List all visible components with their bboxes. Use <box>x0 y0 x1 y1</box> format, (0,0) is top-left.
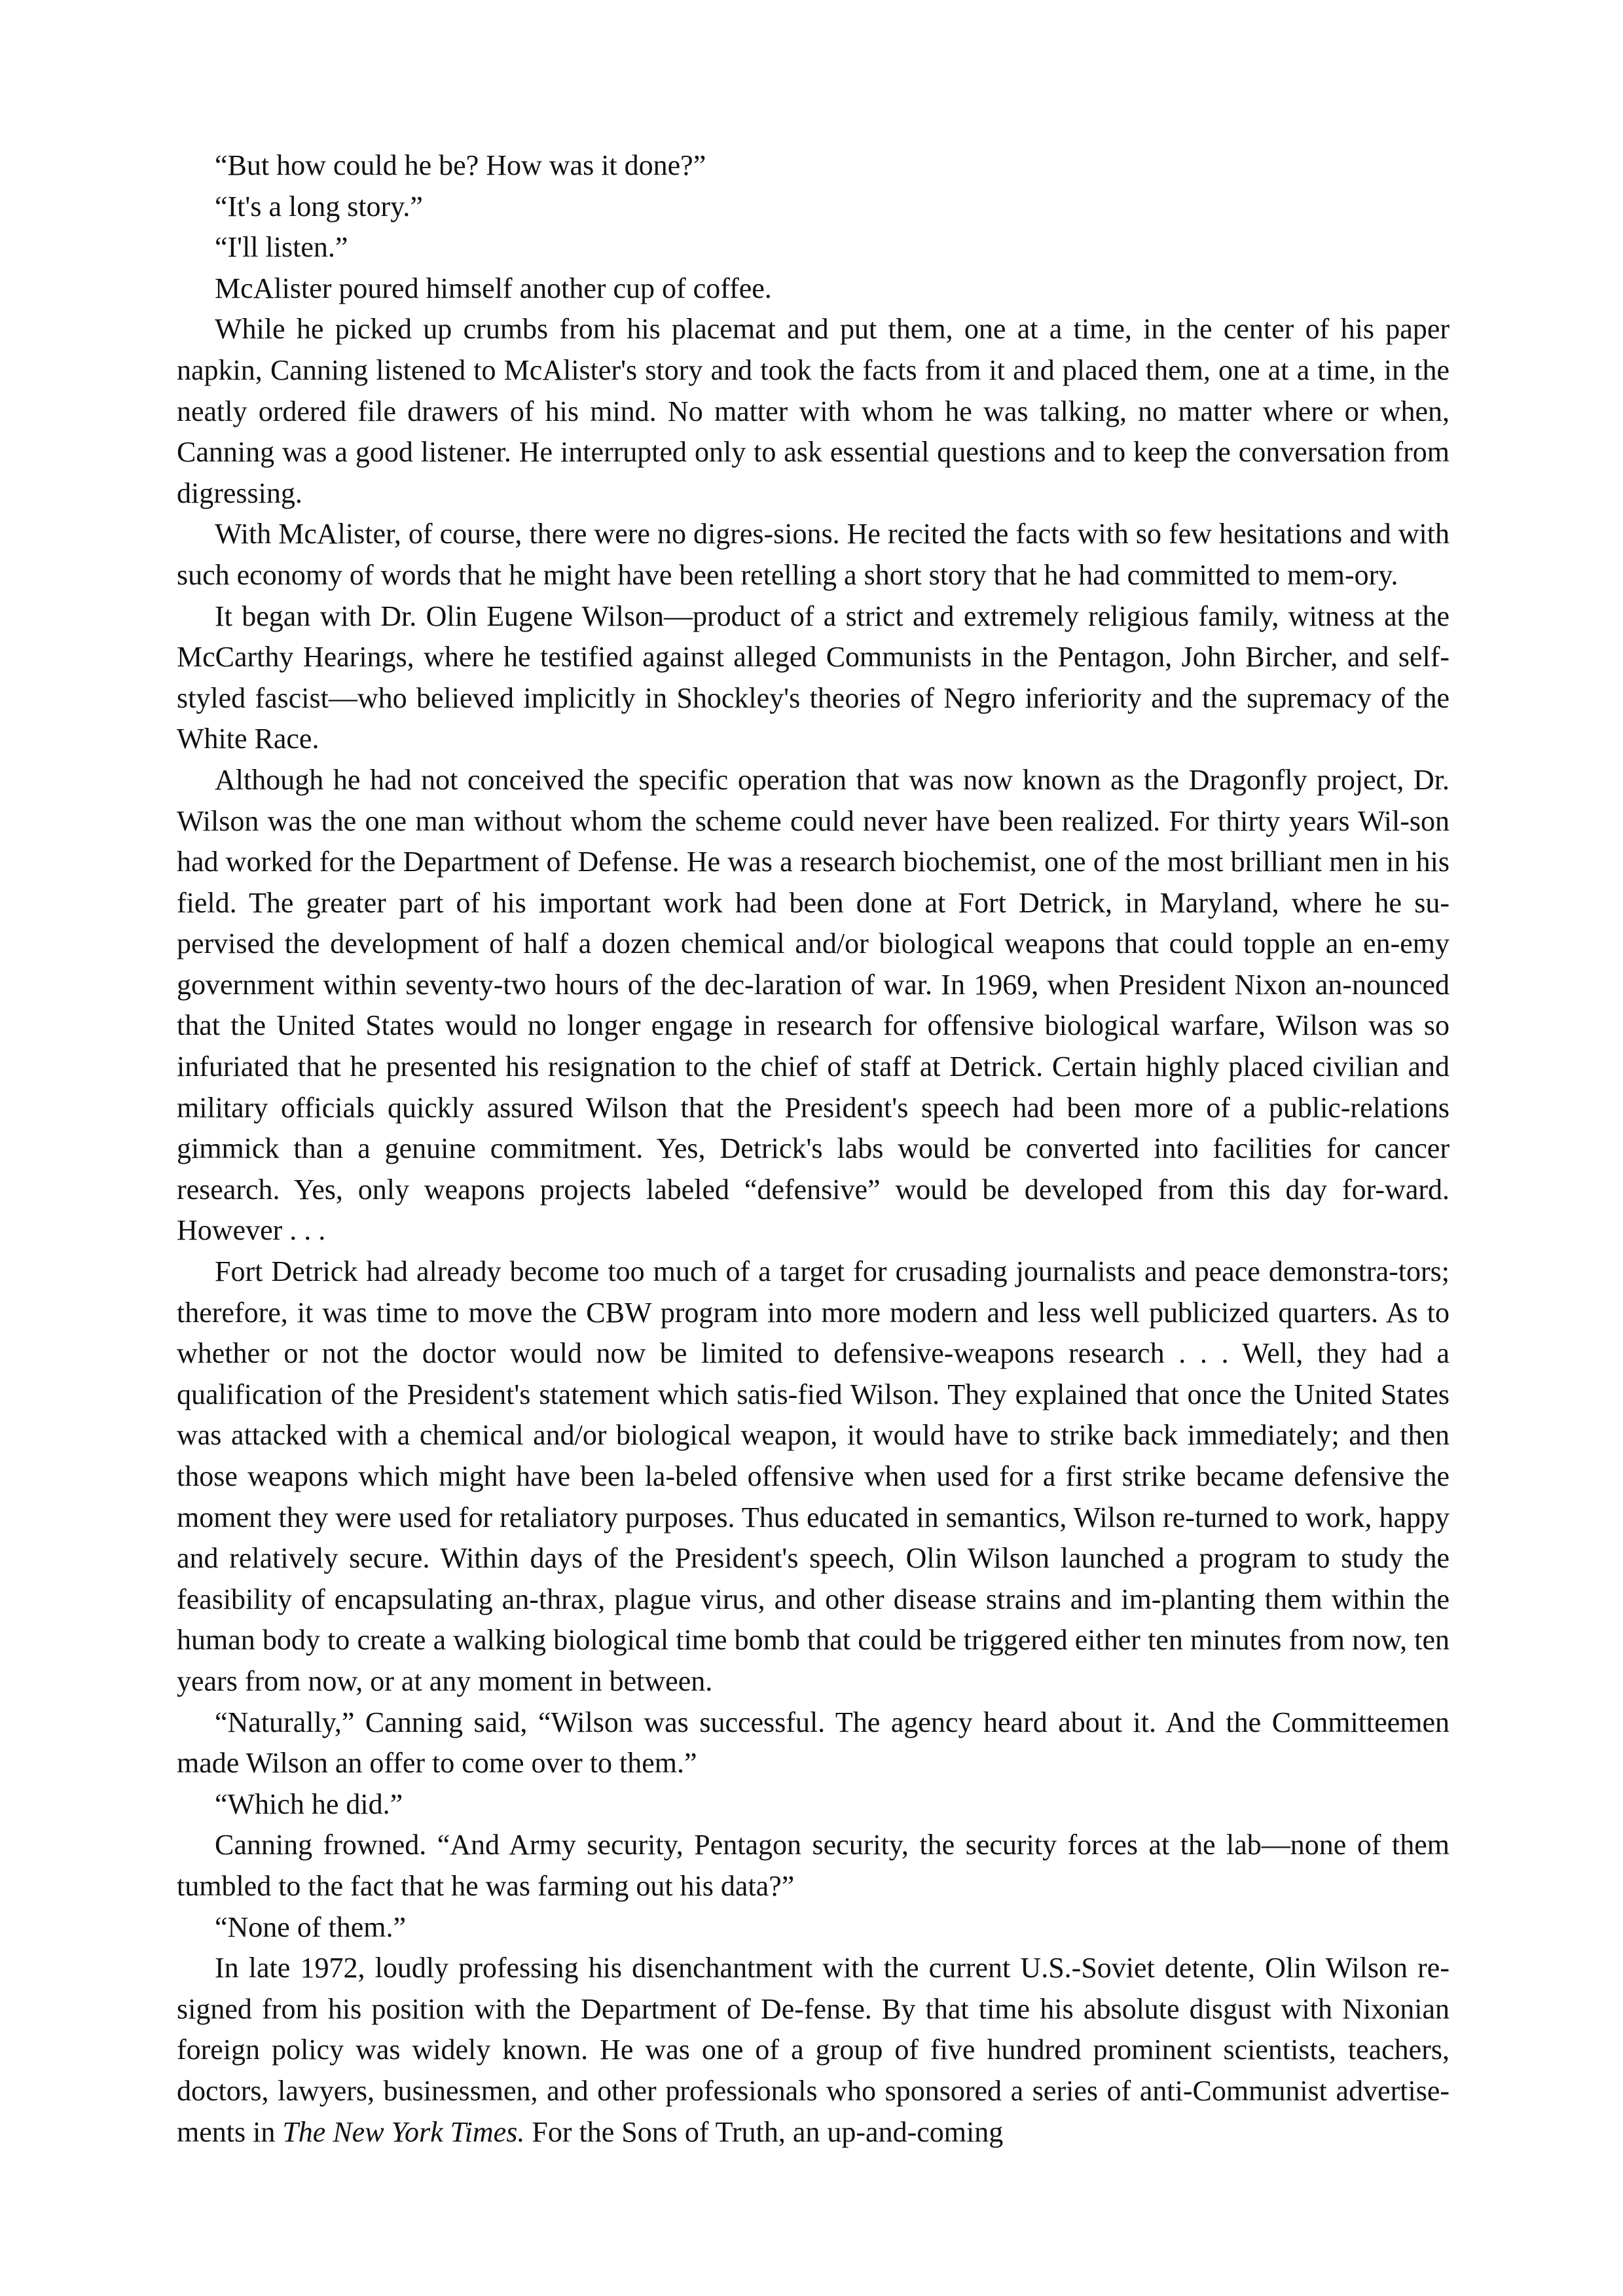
paragraph-3: “I'll listen.” <box>215 231 348 264</box>
body-text <box>177 145 1450 2153</box>
paragraph-14-text-before: In late 1972, loudly professing his disenchantment with the current U.S.-Soviet detente, Olin Wilson re-signed from his position with the Department of De-fense. By that time his absolute disgust with Nixonian foreign policy was widely known. He was one of a group of five hundred prominent scientists, teachers, doctors, lawyers, businessmen, and other professionals who sponsored a series of anti-Communist advertise-ments in <box>177 1952 1450 2148</box>
paragraph-1: “But how could he be? How was it done?” <box>215 149 706 181</box>
paragraph-12: Canning frowned. “And Army security, Pentagon security, the security forces at the lab—none of them tumbled to the fact that he was farming out his data?” <box>177 1829 1450 1902</box>
paragraph-8: Although he had not conceived the specific operation that was now known as the Dragonfly project, Dr. Wilson was the one man without whom the scheme could never have been realized. For thirty years Wil-son had worked for the Department of Defense. He was a research biochemist, one of the most brilliant men in his field. The greater part of his important work had been done at Fort Detrick, in Maryland, where he su-pervised the development of half a dozen chemical and/or biological weapons that could topple an en-emy government within seventy-two hours of the dec-laration of war. In 1969, when President Nixon an-nounced that the United States would no longer engage in research for offensive biological warfare, Wilson was so infuriated that he presented his resignation to the chief of staff at Detrick. Certain highly placed civilian and military officials quickly assured Wilson that the President's speech had been more of a public-relations gimmick than a genuine commitment. Yes, Detrick's labs would be converted into facilities for cancer research. Yes, only weapons projects labeled “defensive” would be developed from this day for-ward. However . . . <box>177 763 1450 1247</box>
paragraph-14 <box>177 1948 1450 2153</box>
paragraph-2: “It's a long story.” <box>215 190 423 223</box>
paragraph-13: “None of them.” <box>215 1910 406 1943</box>
newspaper-title: The New York Times. <box>282 2115 525 2148</box>
paragraph-10: “Naturally,” Canning said, “Wilson was successful. The agency heard about it. And the Committeemen made Wilson an offer to come over to them.” <box>177 1706 1450 1780</box>
paragraph-4: McAlister poured himself another cup of coffee. <box>215 272 772 304</box>
paragraph-14-text-after: For the Sons of Truth, an up-and-coming <box>524 2115 1004 2148</box>
paragraph-7: It began with Dr. Olin Eugene Wilson—product of a strict and extremely religious family, witness at the McCarthy Hearings, where he testified against alleged Communists in the Pentagon, John Bircher, and self-styled fascist—who believed implicitly in Shockley's theories of Negro inferiority and the supremacy of the White Race. <box>177 600 1450 755</box>
paragraph-9: Fort Detrick had already become too much of a target for crusading journalists and peace demonstra-tors; therefore, it was time to move the CBW program into more modern and less well publicized quarters. As to whether or not the doctor would now be limited to defensive-weapons research . . . Well, they had a qualification of the President's statement which satis-fied Wilson. They explained that once the United States was attacked with a chemical and/or biological weapon, it would have to strike back immediately; and then those weapons which might have been la-beled offensive when used for a first strike became defensive the moment they were used for retaliatory purposes. Thus educated in semantics, Wilson re-turned to work, happy and relatively secure. Within days of the President's speech, Olin Wilson launched a program to study the feasibility of encapsulating an-thrax, plague virus, and other disease strains and im-planting them within the human body to create a walking biological time bomb that could be triggered either ten minutes from now, ten years from now, or at any moment in between. <box>177 1255 1450 1697</box>
paragraph-6: With McAlister, of course, there were no digres-sions. He recited the facts with so few hesitations and with such economy of words that he might have been retelling a short story that he had committed to mem-ory. <box>177 518 1450 591</box>
paragraph-5: While he picked up crumbs from his placemat and put them, one at a time, in the center of his paper napkin, Canning listened to McAlister's story and took the facts from it and placed them, one at a time, in the neatly ordered file drawers of his mind. No matter with whom he was talking, no matter where or when, Canning was a good listener. He interrupted only to ask essential questions and to keep the conversation from digressing. <box>177 313 1450 509</box>
paragraph-11: “Which he did.” <box>215 1787 403 1820</box>
